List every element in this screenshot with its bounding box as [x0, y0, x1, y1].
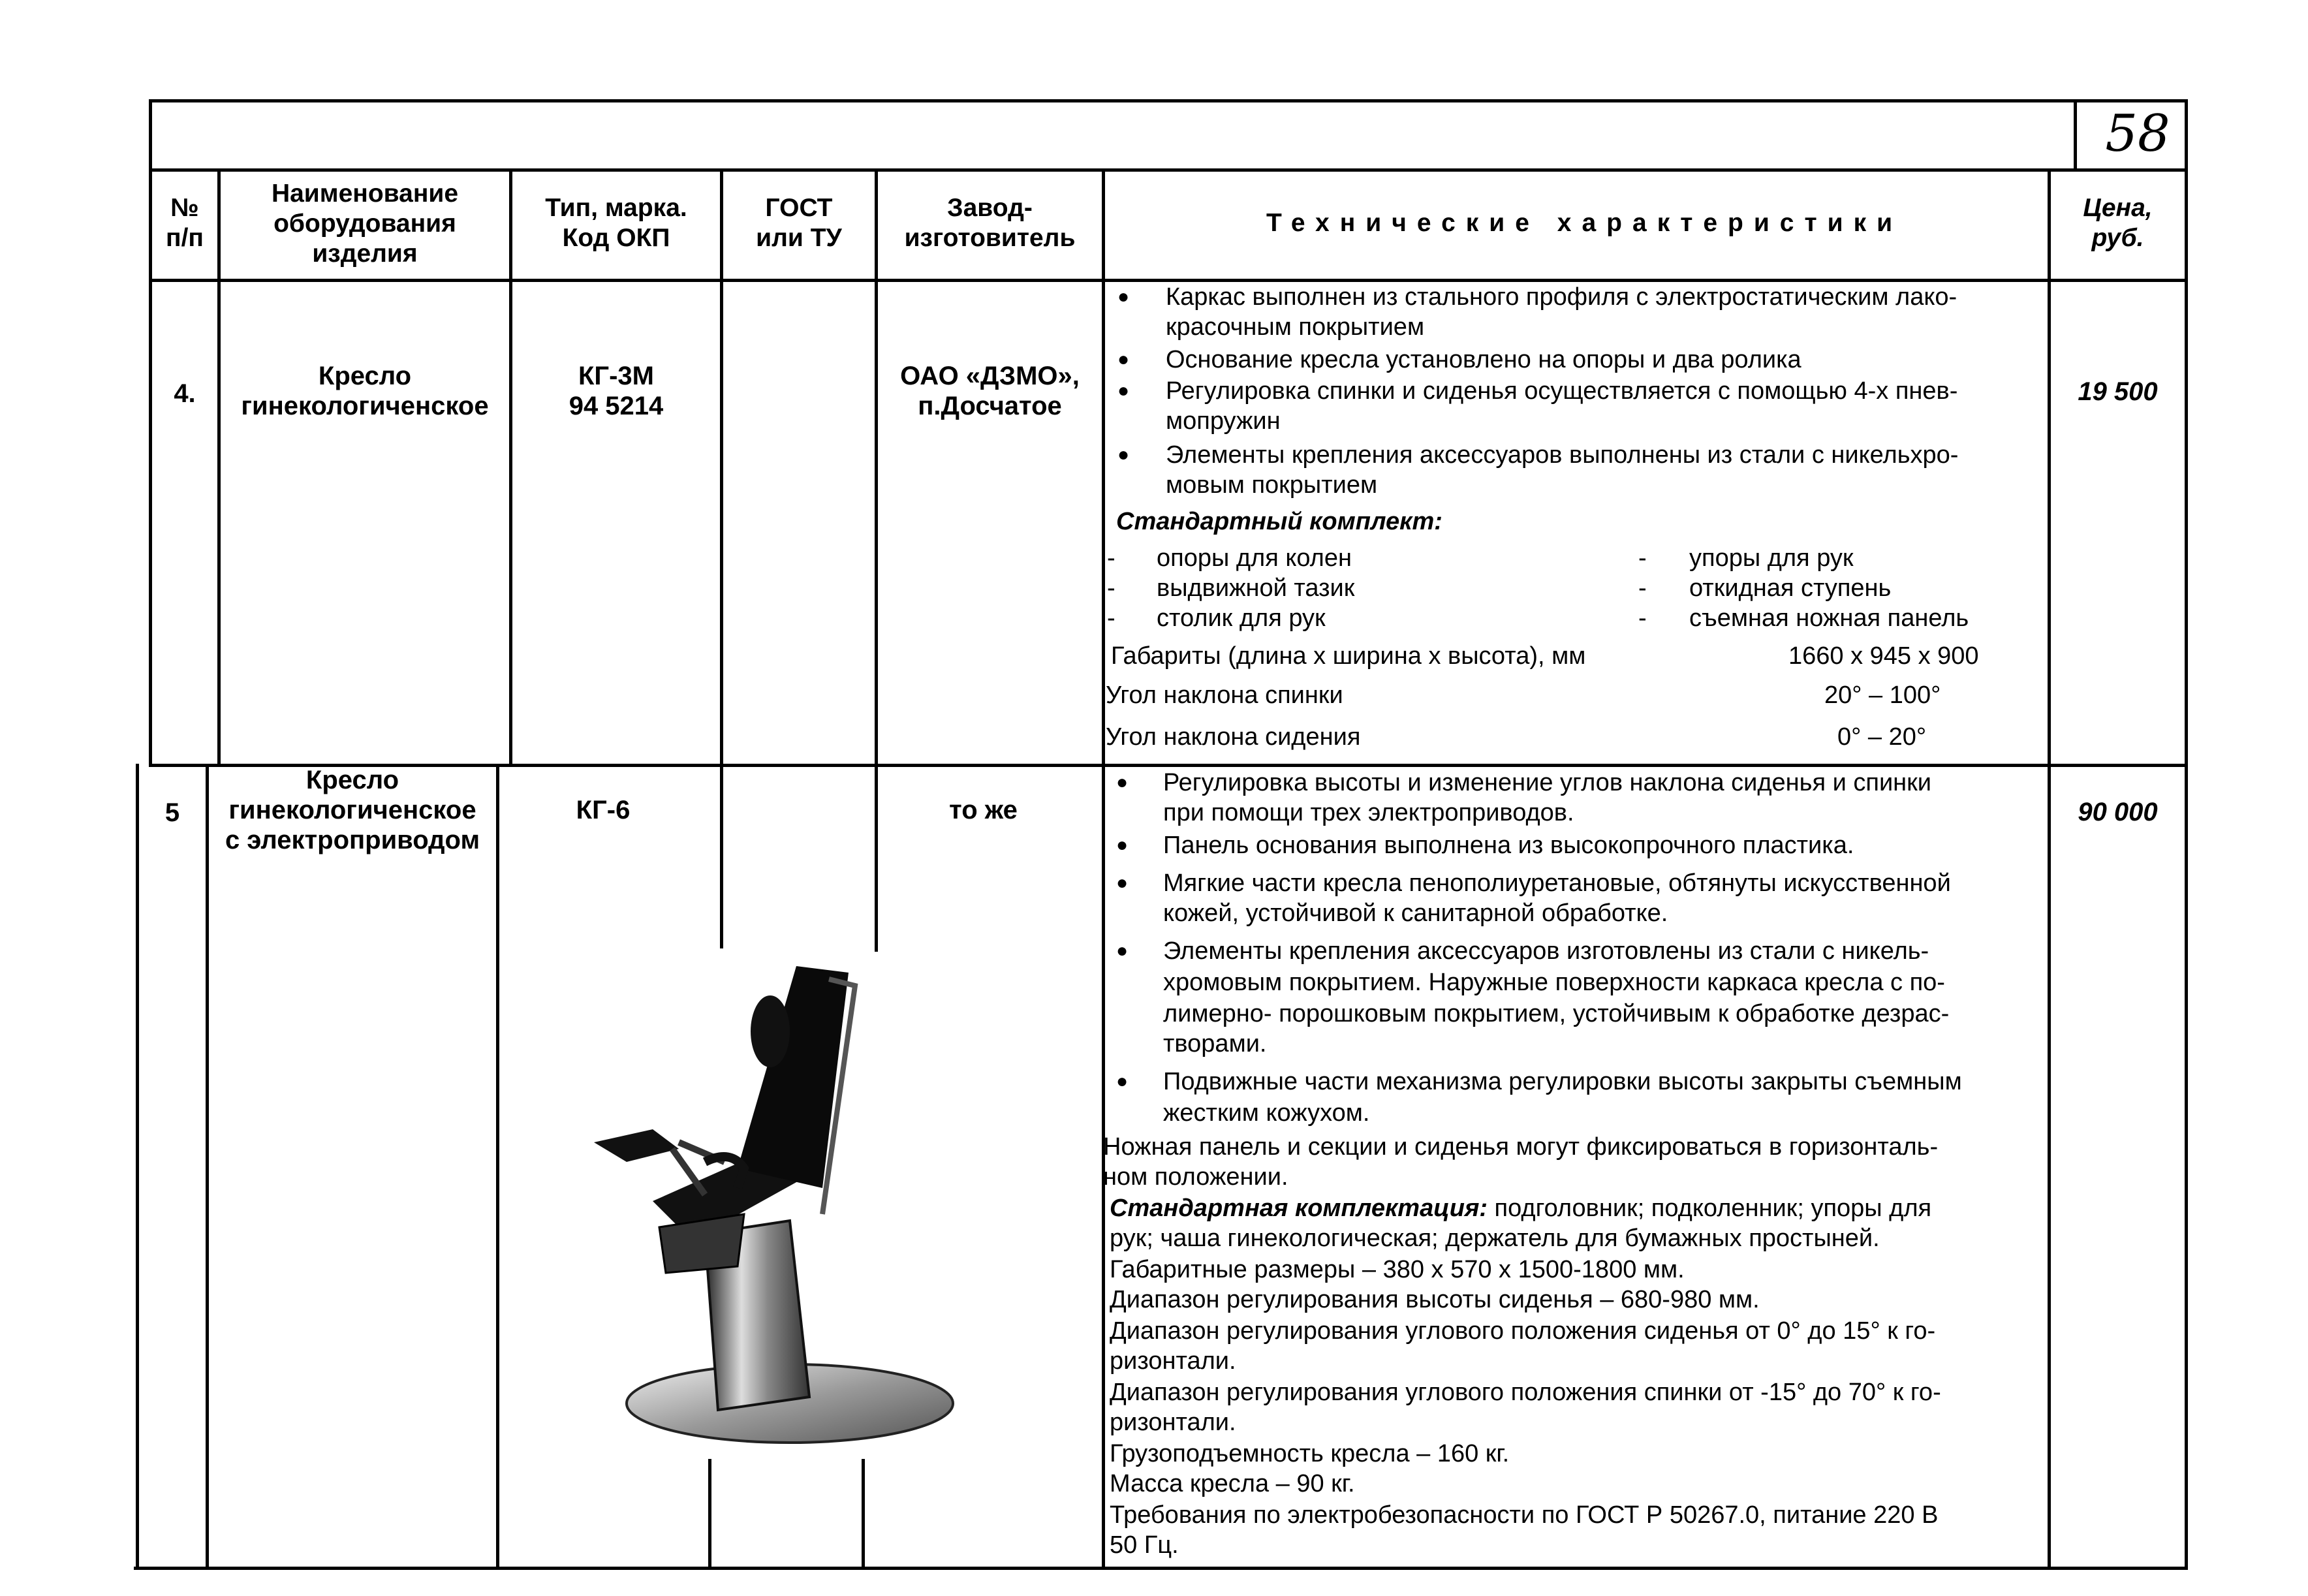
- row4-dims-value: 1660 х 945 х 900: [1788, 642, 1979, 670]
- row5-tech-line: Диапазон регулирования углового положения сиденья от 0° до 15° к го-: [1110, 1317, 1936, 1345]
- gynecological-chair-image: [574, 953, 979, 1462]
- row5-num: 5: [164, 798, 180, 827]
- chair-headrest: [751, 995, 790, 1067]
- table-top-border: [149, 99, 2188, 102]
- page-number: 58: [2105, 104, 2170, 163]
- row4-kit-left: опоры для колен: [1157, 544, 1352, 572]
- row4-kit-right: откидная ступень: [1689, 574, 1892, 602]
- bullet: ●: [1116, 1071, 1129, 1092]
- row5-maker: то же: [949, 796, 1018, 824]
- row4-kit-left: выдвижной тазик: [1157, 574, 1355, 602]
- header-type: Тип, марка. Код ОКП: [545, 194, 687, 252]
- row5-type: КГ-6: [576, 796, 631, 824]
- kit-dash: -: [1107, 544, 1115, 572]
- kit-dash: -: [1638, 604, 1647, 632]
- bullet: ●: [1117, 286, 1130, 307]
- row5-name: Кресло гинекологиченское с электроприводом: [225, 766, 480, 854]
- row5-tech-line: жестким кожухом.: [1163, 1099, 1370, 1127]
- bullet: ●: [1117, 380, 1130, 401]
- row5-kit-text: подголовник; подколенник; упоры для: [1488, 1195, 1932, 1222]
- bullet: ●: [1116, 940, 1129, 962]
- row4-back-value: 20° – 100°: [1824, 681, 1941, 709]
- kit-dash: -: [1107, 574, 1115, 602]
- col-divider-1-lower: [206, 764, 209, 1570]
- header-gost: ГОСТ или ТУ: [756, 194, 842, 252]
- header-tech: Технические характеристики: [1266, 209, 1903, 237]
- row4-tech-line: Каркас выполнен из стального профиля с электростатическим лако-: [1166, 283, 1957, 311]
- row5-tech-line: при помощи трех электроприводов.: [1163, 799, 1574, 826]
- col-divider-2: [509, 168, 512, 767]
- row5-tech-line: кожей, устойчивой к санитарной обработке.: [1163, 900, 1668, 927]
- row5-tech-line: Регулировка высоты и изменение углов наклона сиденья и спинки: [1163, 769, 1932, 796]
- row5-tech-line: творами.: [1163, 1030, 1267, 1057]
- row5-kit-title: Стандартная комплектация:: [1110, 1195, 1488, 1222]
- table-left-border-lower: [136, 764, 139, 1570]
- row4-type: КГ-3М 94 5214: [569, 362, 664, 420]
- row5-price: 90 000: [2078, 798, 2158, 826]
- row4-name: Кресло гинекологиченское: [241, 362, 489, 420]
- header-name: Наименование оборудования изделия: [271, 180, 459, 268]
- table-right-border: [2185, 99, 2188, 1570]
- row4-price: 19 500: [2078, 377, 2158, 406]
- row5-tech-line: лимерно- порошковым покрытием, устойчивым к обработке дезрас-: [1163, 1000, 1950, 1027]
- bullet: ●: [1117, 349, 1130, 370]
- row5-tech-line: ризонтали.: [1110, 1409, 1236, 1436]
- row4-kit-left: столик для рук: [1157, 604, 1326, 632]
- kit-dash: -: [1107, 604, 1115, 632]
- chair-bowl: [659, 1214, 744, 1273]
- col-divider-3-lower: [708, 1459, 711, 1570]
- row4-tech-line: Элементы крепления аксессуаров выполнены из стали с никельхро-: [1166, 441, 1959, 469]
- header-price: Цена, руб.: [2083, 194, 2153, 252]
- row5-tech-line: Элементы крепления аксессуаров изготовлены из стали с никель-: [1163, 937, 1929, 965]
- col-divider-5: [1102, 168, 1105, 1570]
- row4-maker: ОАО «ДЗМО», п.Досчатое: [900, 362, 1080, 420]
- row5-tech-line: Масса кресла – 90 кг.: [1110, 1470, 1355, 1497]
- kit-dash: -: [1638, 544, 1647, 572]
- row4-tech-line: мопружин: [1166, 407, 1281, 435]
- row4-kit-right: упоры для рук: [1689, 544, 1854, 572]
- row5-tech-line: Грузоподъемность кресла – 160 кг.: [1110, 1440, 1510, 1467]
- col-divider-4: [875, 168, 878, 952]
- row5-tech-line: рук; чаша гинекологическая; держатель для бумажных простыней.: [1110, 1225, 1880, 1252]
- row5-kit-line: [1110, 1193, 1931, 1223]
- header-maker: Завод- изготовитель: [904, 194, 1076, 252]
- row4-num: 4.: [174, 379, 196, 408]
- col-divider-4-lower: [862, 1459, 865, 1570]
- page-number-box-border: [2074, 99, 2077, 170]
- header-top-border: [149, 168, 2188, 172]
- table-bottom-border: [134, 1567, 2185, 1570]
- bullet: ●: [1117, 444, 1130, 465]
- bullet: ●: [1116, 872, 1129, 894]
- row5-tech-line: Диапазон регулирования углового положения спинки от -15° до 70° к го-: [1110, 1379, 1941, 1406]
- chair-leg-support: [594, 1129, 679, 1162]
- row5-tech-line: Ножная панель и секции и сиденья могут фиксироваться в горизонталь-: [1103, 1133, 1939, 1161]
- row4-tech-line: мовым покрытием: [1166, 471, 1378, 499]
- row5-tech-line: Панель основания выполнена из высокопрочного пластика.: [1163, 832, 1854, 859]
- row5-tech-line: ризонтали.: [1110, 1347, 1236, 1375]
- row4-kit-title: Стандартный комплект:: [1116, 508, 1442, 535]
- header-num: № п/п: [166, 194, 204, 252]
- bullet: ●: [1116, 772, 1129, 793]
- row5-tech-line: 50 Гц.: [1110, 1531, 1179, 1559]
- row4-kit-right: съемная ножная панель: [1689, 604, 1969, 632]
- bullet: ●: [1116, 834, 1129, 856]
- row5-tech-line: Мягкие части кресла пенополиуретановые, обтянуты искусственной: [1163, 869, 1951, 897]
- row5-tech-line: ном положении.: [1103, 1163, 1288, 1191]
- row4-seat-value: 0° – 20°: [1837, 723, 1927, 751]
- row4-tech-line: Регулировка спинки и сиденья осуществляется с помощью 4-х пнев-: [1166, 377, 1958, 405]
- row4-tech-line: Основание кресла установлено на опоры и два ролика: [1166, 346, 1801, 373]
- row4-tech-line: красочным покрытием: [1166, 313, 1425, 341]
- row4-back-label: Угол наклона спинки: [1106, 681, 1343, 709]
- row5-tech-line: Требования по электробезопасности по ГОСТ Р 50267.0, питание 220 В: [1110, 1501, 1939, 1529]
- row5-tech-line: хромовым покрытием. Наружные поверхности каркаса кресла с по-: [1163, 969, 1945, 996]
- kit-dash: -: [1638, 574, 1647, 602]
- row5-tech-line: Диапазон регулирования высоты сиденья – 680-980 мм.: [1110, 1286, 1760, 1313]
- col-divider-3: [720, 168, 723, 948]
- col-divider-2-lower: [496, 764, 499, 1570]
- row4-dims-label: Габариты (длина х ширина х высота), мм: [1111, 642, 1586, 670]
- row4-seat-label: Угол наклона сидения: [1106, 723, 1361, 751]
- row5-tech-line: Габаритные размеры – 380 х 570 х 1500-1800 мм.: [1110, 1256, 1685, 1283]
- row5-tech-line: Подвижные части механизма регулировки высоты закрыты съемным: [1163, 1068, 1962, 1095]
